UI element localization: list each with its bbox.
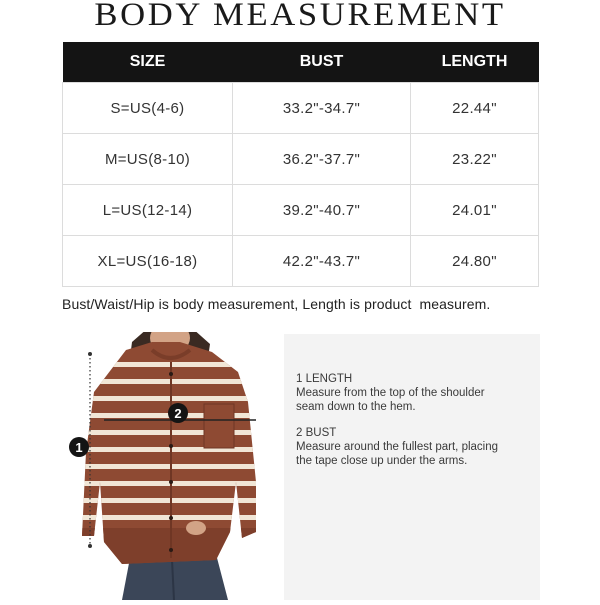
- size-chart-table: [62, 42, 539, 287]
- length-line-top: [88, 352, 92, 356]
- length-cell: 24.80": [411, 236, 539, 287]
- length-line-bottom: [88, 544, 92, 548]
- ribbed-hem: [60, 528, 270, 568]
- table-row: [63, 83, 539, 134]
- hand-shape: [186, 521, 206, 535]
- size-cell: XL=US(16-18): [63, 236, 233, 287]
- table-row: [63, 134, 539, 185]
- measurement-note: Bust/Waist/Hip is body measurement, Length is product measurem.: [62, 296, 491, 312]
- bust-heading: 2 BUST: [296, 427, 337, 439]
- bust-cell: 42.2"-43.7": [233, 236, 411, 287]
- cardigan-shape: [60, 332, 270, 600]
- table-header-row: [63, 42, 539, 83]
- header-bust: BUST: [233, 42, 411, 83]
- table-row: [63, 185, 539, 236]
- size-cell: M=US(8-10): [63, 134, 233, 185]
- length-cell: 22.44": [411, 83, 539, 134]
- bust-marker-number: 2: [174, 406, 182, 421]
- table-row: [63, 236, 539, 287]
- size-cell: S=US(4-6): [63, 83, 233, 134]
- bust-cell: 39.2"-40.7": [233, 185, 411, 236]
- length-description-line1: Measure from the top of the shoulder: [296, 387, 485, 399]
- chest-pocket: [204, 404, 234, 448]
- bust-description-line2: the tape close up under the arms.: [296, 455, 468, 467]
- header-size: SIZE: [63, 42, 233, 83]
- bust-description-line1: Measure around the fullest part, placing: [296, 441, 499, 453]
- length-heading: 1 LENGTH: [296, 373, 353, 385]
- length-description-line2: seam down to the hem.: [296, 401, 416, 413]
- length-cell: 23.22": [411, 134, 539, 185]
- bust-cell: 36.2"-37.7": [233, 134, 411, 185]
- length-marker-number: 1: [75, 440, 83, 455]
- bust-cell: 33.2"-34.7": [233, 83, 411, 134]
- cardigan-model-illustration: [60, 332, 270, 600]
- measurement-instructions: [284, 334, 540, 600]
- header-length: LENGTH: [411, 42, 539, 83]
- page-title: BODY MEASUREMENT: [94, 0, 506, 33]
- model-figure: [60, 332, 270, 600]
- size-cell: L=US(12-14): [63, 185, 233, 236]
- length-cell: 24.01": [411, 185, 539, 236]
